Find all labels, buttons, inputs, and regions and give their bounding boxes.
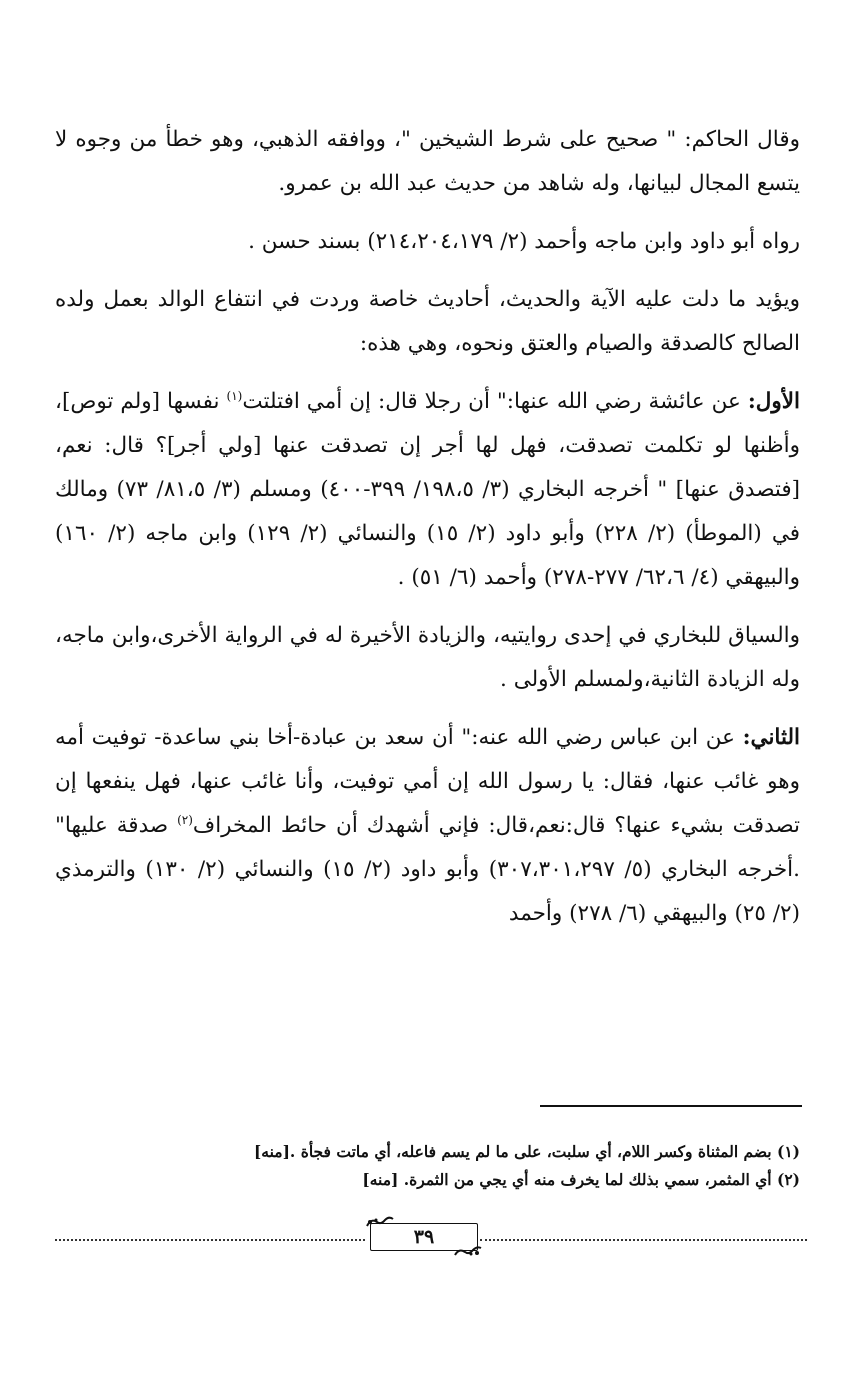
paragraph-hakim: وقال الحاكم: " صحيح على شرط الشيخين "، ووافقه الذهبي، وهو خطأ من وجوه لا يتسع المجال لبيانها، وله شاهد من حديث عبد الله بن عمرو. [55,127,800,196]
footnote-ref-2: (٢) [177,812,193,827]
page-footer [55,1220,807,1250]
ornament-icon [453,1244,483,1258]
second-hadith-label: الثاني: [742,725,800,750]
page-number: ٣٩ [413,1226,435,1248]
footnote-separator [540,1105,802,1107]
second-hadith-text-b: صدقة عليها" .أخرجه البخاري (٥/ ٣٠٧،٣٠١،٢٩٧) وأبو داود (٢/ ١٥) والنسائي (٢/ ١٣٠) والترمذي (٢/ ٢٥) والبيهقي (٦/ ٢٧٨) وأحمد [55,813,800,926]
first-hadith-label: الأول: [747,389,800,414]
footnote-ref-1: (١) [226,388,243,403]
paragraph-riwayah: رواه أبو داود وابن ماجه وأحمد (٢/ ٢١٤،٢٠٤،١٧٩) بسند حسن . [248,229,800,254]
first-hadith-text-a: عن عائشة رضي الله عنها:" أن رجلا قال: إن أمي افتلتت [242,389,748,414]
footer-dotted-line-left [55,1239,365,1241]
main-text [55,118,800,950]
second-hadith-text-a: عن ابن عباس رضي الله عنه:" أن سعد بن عبادة-أخا بني ساعدة- توفيت أمه وهو غائب عنها، فقال: يا رسول الله إن أمي توفيت، وأنا غائب عنها، فهل ينفعها إن تصدقت بشيء عنها؟ قال:نعم،قال: فإني أشهدك أن حائط المخراف [55,725,800,838]
paragraph-first-hadith [55,380,800,600]
footnote-2: (٢) أي المثمر، سمي بذلك لما يخرف منه أي يجي من الثمرة. [منه] [362,1170,800,1189]
footnote-1: (١) بضم المثناة وكسر اللام، أي سلبت، على ما لم يسم فاعله، أي ماتت فجأة .[منه] [253,1142,800,1161]
paragraph-context: والسياق للبخاري في إحدى روايتيه، والزيادة الأخيرة له في الرواية الأخرى،وابن ماجه، وله الزيادة الثانية،ولمسلم الأولى . [55,623,800,692]
page-number-box [370,1223,478,1251]
footnotes [55,1138,800,1194]
paragraph-yuayyid: ويؤيد ما دلت عليه الآية والحديث، أحاديث خاصة وردت في انتفاع الوالد بعمل ولده الصالح كالصدقة والصيام والعتق ونحوه، وهي هذه: [55,287,800,356]
footer-dotted-line-right [480,1239,807,1241]
first-hadith-text-b: نفسها [ولم توص]، وأظنها لو تكلمت تصدقت، فهل لها أجر إن تصدقت عنها [ولي أجر]؟ قال: نعم، [فتصدق عنها] " أخرجه البخاري (٣/ ١٩٨،٥/ ٣٩٩-٤٠٠) ومسلم (٣/ ٨١،٥/ ٧٣) ومالك في (الموطأ) (٢/ ٢٢٨) وأبو داود (٢/ ١٥) والنسائي (٢/ ١٢٩) وابن ماجه (٢/ ١٦٠) والبيهقي (٤/ ٦٢،٦/ ٢٧٧-٢٧٨) وأحمد (٦/ ٥١) . [55,389,801,590]
paragraph-second-hadith [55,716,800,936]
